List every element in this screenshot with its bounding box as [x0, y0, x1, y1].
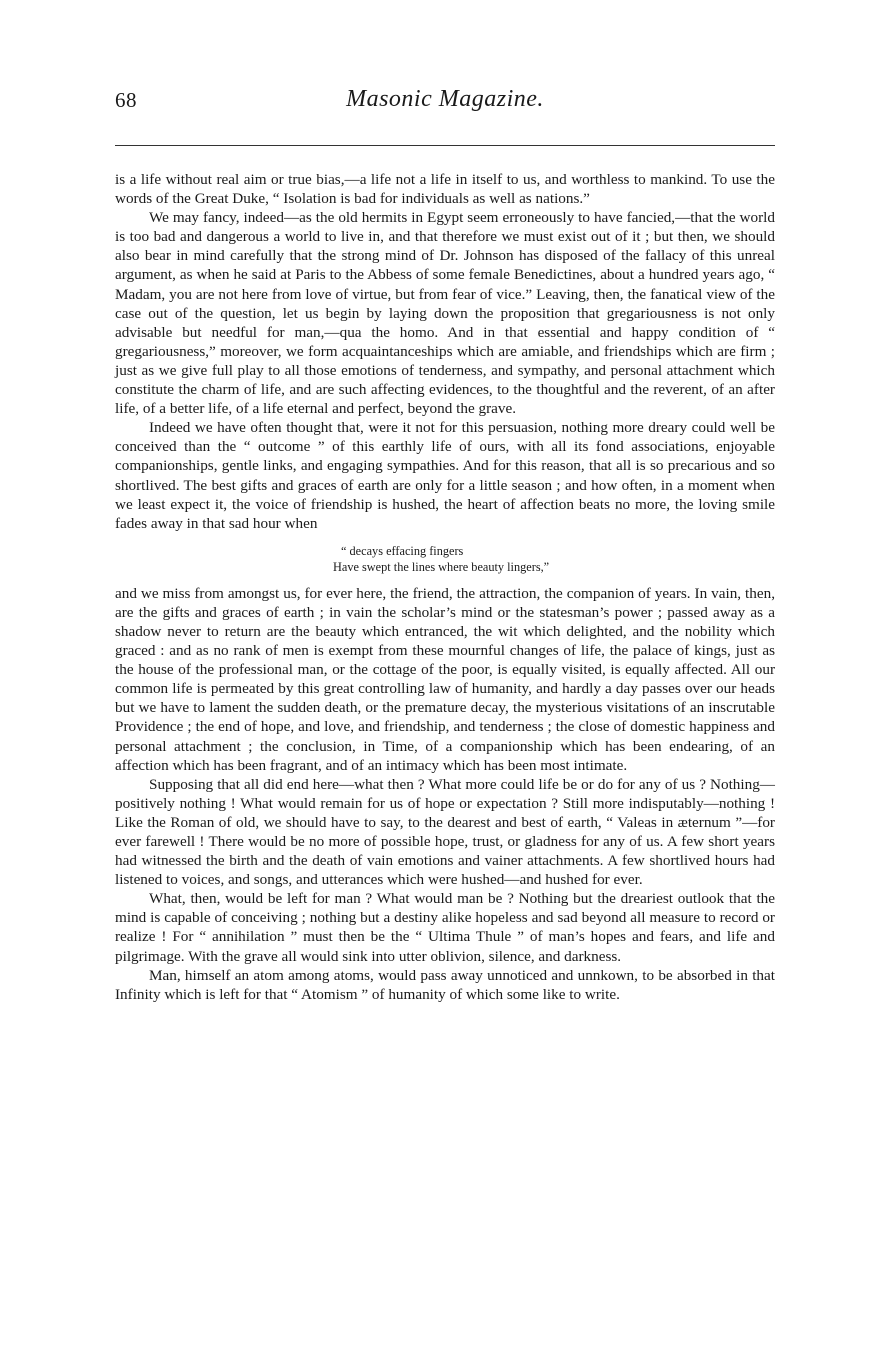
page-header: [115, 84, 775, 124]
verse-line: “ decays effacing fingers: [341, 543, 464, 558]
paragraph: Supposing that all did end here—what then ? What more could life be or do for any of us ? Nothing—positively nothing ! What would remain for us of hope or expectation ? Still more indisputably—nothing ! Like the Roman of old, we should have to say, to the dearest and best of earth, “ Valeas in æternum ”—for ever farewell ! There would be no more of possible hope, trust, or gladness for any of us. A few short years had witnessed the birth and the death of vain emotions and vainer attachments. A few shortlived hours had listened to voices, and songs, and utterances which were hushed—and hushed for ever.: [115, 775, 775, 889]
paragraph-continued: and we miss from amongst us, for ever here, the friend, the attraction, the companion of years. In vain, then, are the gifts and graces of earth ; in vain the scholar’s mind or the statesman’s power ; passed away as a shadow never to return are the beauty which entranced, the wit which delighted, and the nobility which graced : and as no rank of men is exempt from these mournful changes of life, the palace of kings, just as the house of the professional man, or the cottage of the poor, is equally visited, is equally affected. All our common life is permeated by this great controlling law of humanity, and hardly a day passes over our heads but we have to lament the sudden death, or the premature decay, the mysterious visitations of an inscrutable Providence ; the end of hope, and love, and friendship, and tenderness ; the close of domestic happiness and personal attachment ; the conclusion, in Time, of a companionship which has been endearing, of an affection which has been fragrant, and of an intimacy which has been most intimate.: [115, 584, 775, 774]
paragraph: What, then, would be left for man ? What would man be ? Nothing but the dreariest outlook that the mind is capable of conceiving ; nothing but a destiny alike hopeless and sad beyond all measure to record or realize ! For “ annihilation ” must then be the “ Ultima Thule ” of man’s hopes and fears, and life and pilgrimage. With the grave all would sink into utter oblivion, silence, and darkness.: [115, 890, 775, 965]
verse-line: Have swept the lines where beauty lingers,”: [333, 559, 550, 574]
paragraph: We may fancy, indeed—as the old hermits in Egypt seem erroneously to have fancied,—that the world is too bad and dangerous a world to live in, and that therefore we must exist out of it ; but then, we should also bear in mind carefully that the strong mind of Dr. Johnson has disposed of the fallacy of this unreal argument, as when he said at Paris to the Abbess of some female Benedictines, about a hundred years ago, “ Madam, you are not here from love of virtue, but from fear of vice.” Leaving, then, the fanatical view of the case out of the question, let us begin by laying down the proposition that gregariousness is not only advisable but needful for man,—qua the homo. And in that essential and happy condition of “ gregariousness,” moreover, we form acquaintanceships which are amiable, and friendships which are firm ; just as we give full play to all those emotions of tenderness, and sympathy, and personal attachment which constitute the charm of life, and are such affecting evidences, to the thoughtful and the reverent, of an after life, of a better life, of a life eternal and perfect, beyond the grave.: [115, 209, 775, 418]
running-title: Masonic Magazine.: [346, 86, 544, 112]
paragraph-continued: is a life without real aim or true bias,—a life not a life in itself to us, and worthless to mankind. To use the words of the Great Duke, “ Isolation is bad for individuals as well as nations.”: [115, 171, 775, 208]
header-rule: [115, 145, 775, 146]
paragraph: Man, himself an atom among atoms, would pass away unnoticed and unnkown, to be absorbed in that Infinity which is left for that “ Atomism ” of humanity of which some like to write.: [115, 966, 775, 1003]
paragraph: Indeed we have often thought that, were it not for this persuasion, nothing more dreary could well be conceived than the “ outcome ” of this earthly life of ours, with all its fond associations, enjoyable companionships, gentle links, and engaging sympathies. And for this reason, that all is so precarious and so shortlived. The best gifts and graces of earth are only for a little season ; and how often, in a moment when we least expect it, the voice of friendship is hushed, the heart of affection beats no more, the loving smile fades away in that sad hour when: [115, 419, 775, 532]
verse-quotation: [115, 543, 775, 575]
article-body: [115, 170, 775, 1004]
page-number: 68: [115, 88, 137, 112]
